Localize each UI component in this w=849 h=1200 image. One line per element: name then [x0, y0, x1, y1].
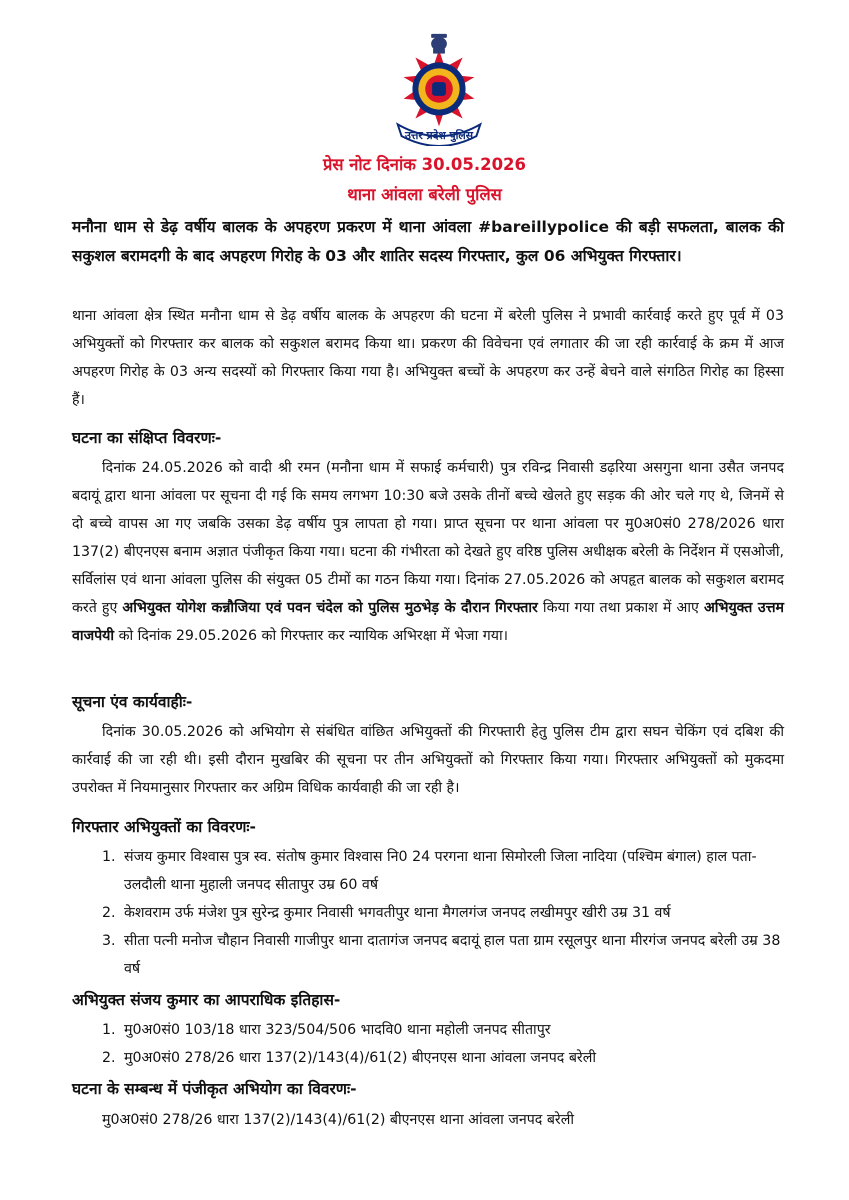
arrested-list [102, 843, 792, 983]
action-paragraph [72, 718, 784, 802]
intro-paragraph: थाना आंवला क्षेत्र स्थित मनौना धाम से डेढ़ वर्षीय बालक के अपहरण की घटना में बरेली पुलिस ने प्रभावी कार्रवाई करते हुए पूर्व में 03 अभियुक्तों को गिरफ्तार कर बालक को सकुशल बरामद किया था। प्रकरण की विवेचना एवं लगातार की जा रही कार्रवाई के क्रम में आज अपहरण गिरोह के 03 अन्य सदस्यों को गिरफ्तार किया गया है। अभियुक्त बच्चों के अपहरण कर उन्हें बेचने वाले संगठित गिरोह का हिस्सा हैं। [72, 308, 784, 408]
section-heading-criminal-history: अभियुक्त संजय कुमार का आपराधिक इतिहास- [72, 991, 341, 1009]
list-text: संजय कुमार विश्वास पुत्र स्व. संतोष कुमार विश्वास नि0 24 परगना थाना सिमोरली जिला नादिया (पश्चिम बंगाल) हाल पता- उलदौली थाना मुहाली जनपद सीतापुर उम्र 60 वर्ष [124, 849, 757, 893]
list-item [102, 1016, 792, 1044]
case-details: मु0अ0सं0 278/26 धारा 137(2)/143(4)/61(2) बीएनएस थाना आंवला जनपद बरेली [102, 1112, 575, 1128]
incident-text-b: किया गया तथा प्रकाश में आए [537, 600, 704, 616]
list-number: 2. [102, 1050, 116, 1066]
list-number: 1. [102, 849, 116, 865]
press-note-title: प्रेस नोट दिनांक 30.05.2026 [322, 155, 527, 174]
criminal-history-list [102, 1016, 792, 1072]
action-text: दिनांक 30.05.2026 को अभियोग से संबंधित वांछित अभियुक्तों की गिरफ्तारी हेतु पुलिस टीम द्वारा सघन चेकिंग एवं दबिश की कार्रवाई की जा रही थी। इसी दौरान मुखबिर की सूचना पर तीन अभियुक्तों को गिरफ्तार किया गया। गिरफ्तार अभियुक्तों को मुकदमा उपरोक्त में नियमानुसार गिरफ्तार कर अग्रिम विधिक कार्यवाही की जा रही है। [72, 724, 784, 796]
section-heading-case: घटना के सम्बन्ध में पंजीकृत अभियोग का विवरणः- [72, 1080, 357, 1098]
incident-text-a: दिनांक 24.05.2026 को वादी श्री रमन (मनौना धाम में सफाई कर्मचारी) पुत्र रविन्द्र निवासी डढ़रिया असगुना थाना उसैत जनपद बदायूं द्वारा थाना आंवला पर सूचना दी गई कि समय लगभग 10:30 बजे उसके तीनों बच्चे खेलते हुए सड़क की ओर चले गए थे, जिनमें से दो बच्चे वापस आ गए जबकि उसका डेढ़ वर्षीय पुत्र लापता हो गया। प्राप्त सूचना पर थाना आंवला पर मु0अ0सं0 278/2026 धारा 137(2) बीएनएस बनाम अज्ञात पंजीकृत किया गया। घटना की गंभीरता को देखते हुए वरिष्ठ पुलिस अधीक्षक बरेली के निर्देशन में एसओजी, सर्विलांस एवं थाना आंवला पुलिस की संयुक्त 05 टीमों का गठन किया गया। दिनांक 27.05.2026 को अपहृत बालक को सकुशल बरामद करते हुए [72, 460, 784, 616]
headline: मनौना धाम से डेढ़ वर्षीय बालक के अपहरण प्रकरण में थाना आंवला #bareillypolice की बड़ी सफलता, बालक की सकुशल बरामदगी के बाद अपहरण गिरोह के 03 और शातिर सदस्य गिरफ्तार, कुल 06 अभियुक्त गिरफ्तार। [72, 218, 784, 265]
list-item [102, 1044, 792, 1072]
section-heading-action: सूचना एंव कार्यवाहीः- [72, 693, 193, 711]
section-heading-incident: घटना का संक्षिप्त विवरणः- [72, 429, 222, 447]
incident-bold-b: अभियुक्त उत्तम वाजपेयी [72, 600, 784, 644]
list-text: केशवराम उर्फ मंजेश पुत्र सुरेन्द्र कुमार निवासी भगवतीपुर थाना मैगलगंज जनपद लखीमपुर खीरी उम्र 31 वर्ष [124, 905, 671, 921]
list-text: मु0अ0सं0 103/18 धारा 323/504/506 भादवि0 थाना महोली जनपद सीतापुर [124, 1022, 551, 1038]
list-text: मु0अ0सं0 278/26 धारा 137(2)/143(4)/61(2) बीएनएस थाना आंवला जनपद बरेली [124, 1050, 597, 1066]
list-number: 1. [102, 1022, 116, 1038]
police-emblem-icon [380, 28, 498, 146]
list-number: 2. [102, 905, 116, 921]
list-text: सीता पत्नी मनोज चौहान निवासी गाजीपुर थाना दातागंज जनपद बदायूं हाल पता ग्राम रसूलपुर थाना मीरगंज जनपद बरेली उम्र 38 वर्ष [124, 933, 781, 977]
incident-bold-a: अभियुक्त योगेश कन्नौजिया एवं पवन चंदेल को पुलिस मुठभेड़ के दौरान गिरफ्तार [122, 600, 538, 616]
police-station-title: थाना आंवला बरेली पुलिस [347, 185, 502, 204]
list-item [102, 899, 792, 927]
list-number: 3. [102, 933, 116, 949]
section-heading-arrested: गिरफ्तार अभियुक्तों का विवरणः- [72, 818, 256, 836]
incident-text-c: को दिनांक 29.05.2026 को गिरफ्तार कर न्यायिक अभिरक्षा में भेजा गया। [114, 628, 509, 644]
incident-paragraph [72, 454, 784, 650]
list-item [102, 927, 792, 983]
up-police-emblem [380, 28, 498, 146]
list-item [102, 843, 792, 899]
emblem-text: उत्तर प्रदेश पुलिस [404, 129, 474, 143]
